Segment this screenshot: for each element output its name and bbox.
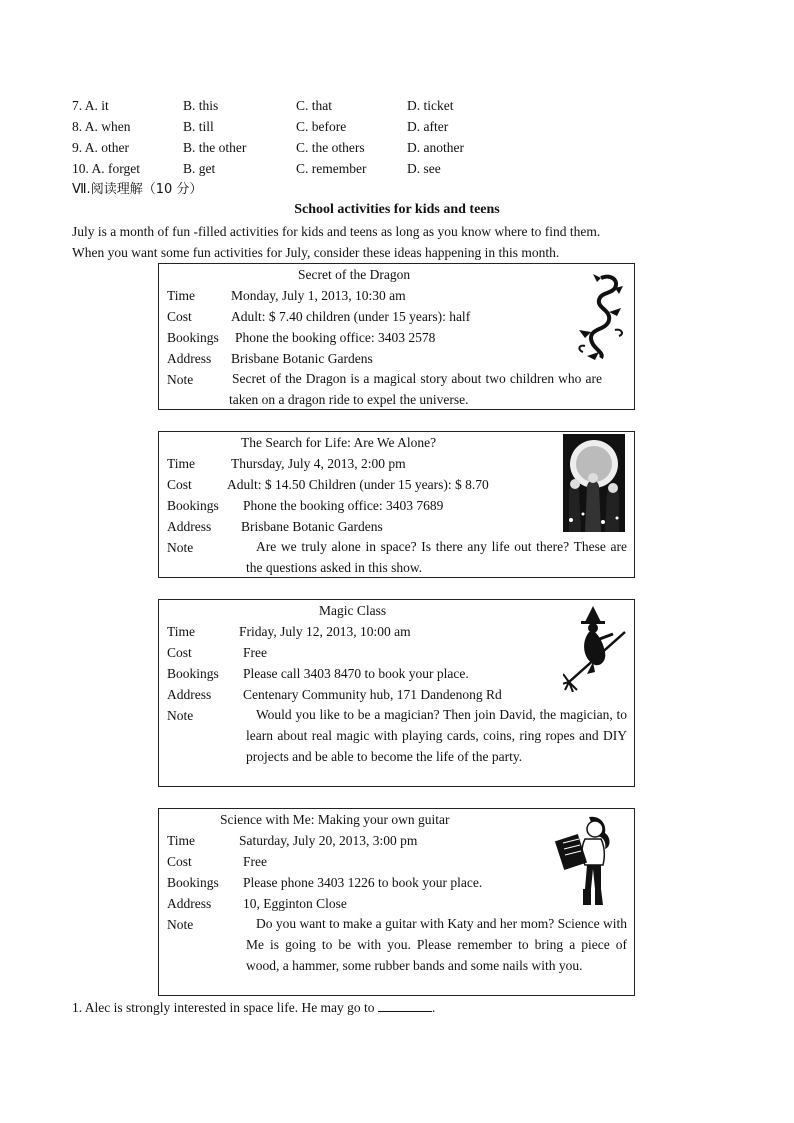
address-value: 10, Egginton Close bbox=[243, 896, 347, 911]
witch-on-broom-picture bbox=[563, 602, 629, 692]
event-title: Science with Me: Making your own guitar bbox=[220, 812, 450, 827]
option-b: B. till bbox=[183, 119, 214, 134]
cost-value: Adult: $ 7.40 children (under 15 years): half bbox=[231, 309, 471, 324]
time-value: Monday, July 1, 2013, 10:30 am bbox=[231, 288, 406, 303]
cost-label: Cost bbox=[167, 477, 192, 492]
question-text: 1. Alec is strongly interested in space life. He may go to bbox=[72, 1000, 375, 1015]
time-label: Time bbox=[167, 288, 196, 303]
note-label: Note bbox=[167, 708, 194, 723]
option-a: 7. A. it bbox=[72, 98, 109, 113]
girl-reading-picture bbox=[555, 813, 617, 909]
bookings-value: Phone the booking office: 3403 7689 bbox=[243, 498, 444, 513]
section-heading: Ⅶ.阅读理解（10 分） bbox=[72, 182, 203, 197]
passage-title: School activities for kids and teens bbox=[294, 202, 500, 217]
option-a: 9. A. other bbox=[72, 140, 129, 155]
dragon-picture bbox=[571, 272, 629, 362]
event-card-dragon bbox=[158, 263, 635, 410]
cost-label: Cost bbox=[167, 309, 192, 324]
option-d: D. ticket bbox=[407, 98, 454, 113]
option-a: 8. A. when bbox=[72, 119, 131, 134]
bookings-value: Please call 3403 8470 to book your place. bbox=[243, 666, 469, 681]
bookings-value: Please phone 3403 1226 to book your place. bbox=[243, 875, 483, 890]
note-label: Note bbox=[167, 917, 194, 932]
address-value: Brisbane Botanic Gardens bbox=[231, 351, 373, 366]
intro-line-1: July is a month of fun -filled activities for kids and teens as long as you know where to find them. bbox=[72, 224, 601, 239]
time-label: Time bbox=[167, 833, 196, 848]
question-1 bbox=[72, 997, 435, 1018]
option-c: C. that bbox=[296, 98, 332, 113]
option-d: D. another bbox=[407, 140, 464, 155]
question-end: . bbox=[431, 1000, 436, 1015]
cost-value: Adult: $ 14.50 Children (under 15 years): $ 8.70 bbox=[227, 477, 489, 492]
note-label: Note bbox=[167, 540, 194, 555]
address-label: Address bbox=[167, 519, 212, 534]
option-c: C. the others bbox=[296, 140, 365, 155]
event-card-search-for-life bbox=[158, 431, 635, 578]
time-label: Time bbox=[167, 456, 196, 471]
intro-line-2: When you want some fun activities for July, consider these ideas happening in this month. bbox=[72, 245, 560, 260]
event-title: Magic Class bbox=[319, 603, 387, 618]
time-value: Saturday, July 20, 2013, 3:00 pm bbox=[239, 833, 418, 848]
bookings-label: Bookings bbox=[167, 498, 219, 513]
bookings-label: Bookings bbox=[167, 666, 219, 681]
time-label: Time bbox=[167, 624, 196, 639]
bookings-value: Phone the booking office: 3403 2578 bbox=[235, 330, 436, 345]
address-label: Address bbox=[167, 687, 212, 702]
address-value: Brisbane Botanic Gardens bbox=[241, 519, 383, 534]
option-c: C. before bbox=[296, 119, 347, 134]
option-b: B. this bbox=[183, 98, 219, 113]
note-text: Would you like to be a magician? Then join David, the magician, to learn about real magic with playing cards, coins, ring ropes and DIY projects and be able to become the life of the party. bbox=[246, 707, 627, 764]
bookings-label: Bookings bbox=[167, 330, 219, 345]
option-a: 10. A. forget bbox=[72, 161, 140, 176]
event-card-science-with-me bbox=[158, 808, 635, 996]
bookings-label: Bookings bbox=[167, 875, 219, 890]
option-b: B. the other bbox=[183, 140, 247, 155]
option-d: D. see bbox=[407, 161, 441, 176]
note-text: Are we truly alone in space? Is there any life out there? These are the questions asked in this show. bbox=[246, 539, 627, 575]
time-value: Friday, July 12, 2013, 10:00 am bbox=[239, 624, 411, 639]
space-people-picture bbox=[563, 434, 625, 532]
note-label: Note bbox=[167, 372, 194, 387]
answer-blank[interactable] bbox=[378, 997, 432, 1012]
cost-value: Free bbox=[243, 645, 267, 660]
event-card-magic-class bbox=[158, 599, 635, 787]
option-d: D. after bbox=[407, 119, 449, 134]
address-label: Address bbox=[167, 351, 212, 366]
time-value: Thursday, July 4, 2013, 2:00 pm bbox=[231, 456, 406, 471]
address-label: Address bbox=[167, 896, 212, 911]
cost-label: Cost bbox=[167, 854, 192, 869]
cost-label: Cost bbox=[167, 645, 192, 660]
note-text: Secret of the Dragon is a magical story about two children who are taken on a dragon ride to expel the universe. bbox=[229, 371, 602, 407]
option-b: B. get bbox=[183, 161, 216, 176]
option-c: C. remember bbox=[296, 161, 367, 176]
address-value: Centenary Community hub, 171 Dandenong Rd bbox=[243, 687, 502, 702]
event-title: Secret of the Dragon bbox=[298, 267, 411, 282]
cost-value: Free bbox=[243, 854, 267, 869]
event-title: The Search for Life: Are We Alone? bbox=[241, 435, 437, 450]
note-text: Do you want to make a guitar with Katy and her mom? Science with Me is going to be with you. Please remember to bring a piece of wood, a hammer, some rubber bands and some nails with you. bbox=[246, 916, 627, 973]
